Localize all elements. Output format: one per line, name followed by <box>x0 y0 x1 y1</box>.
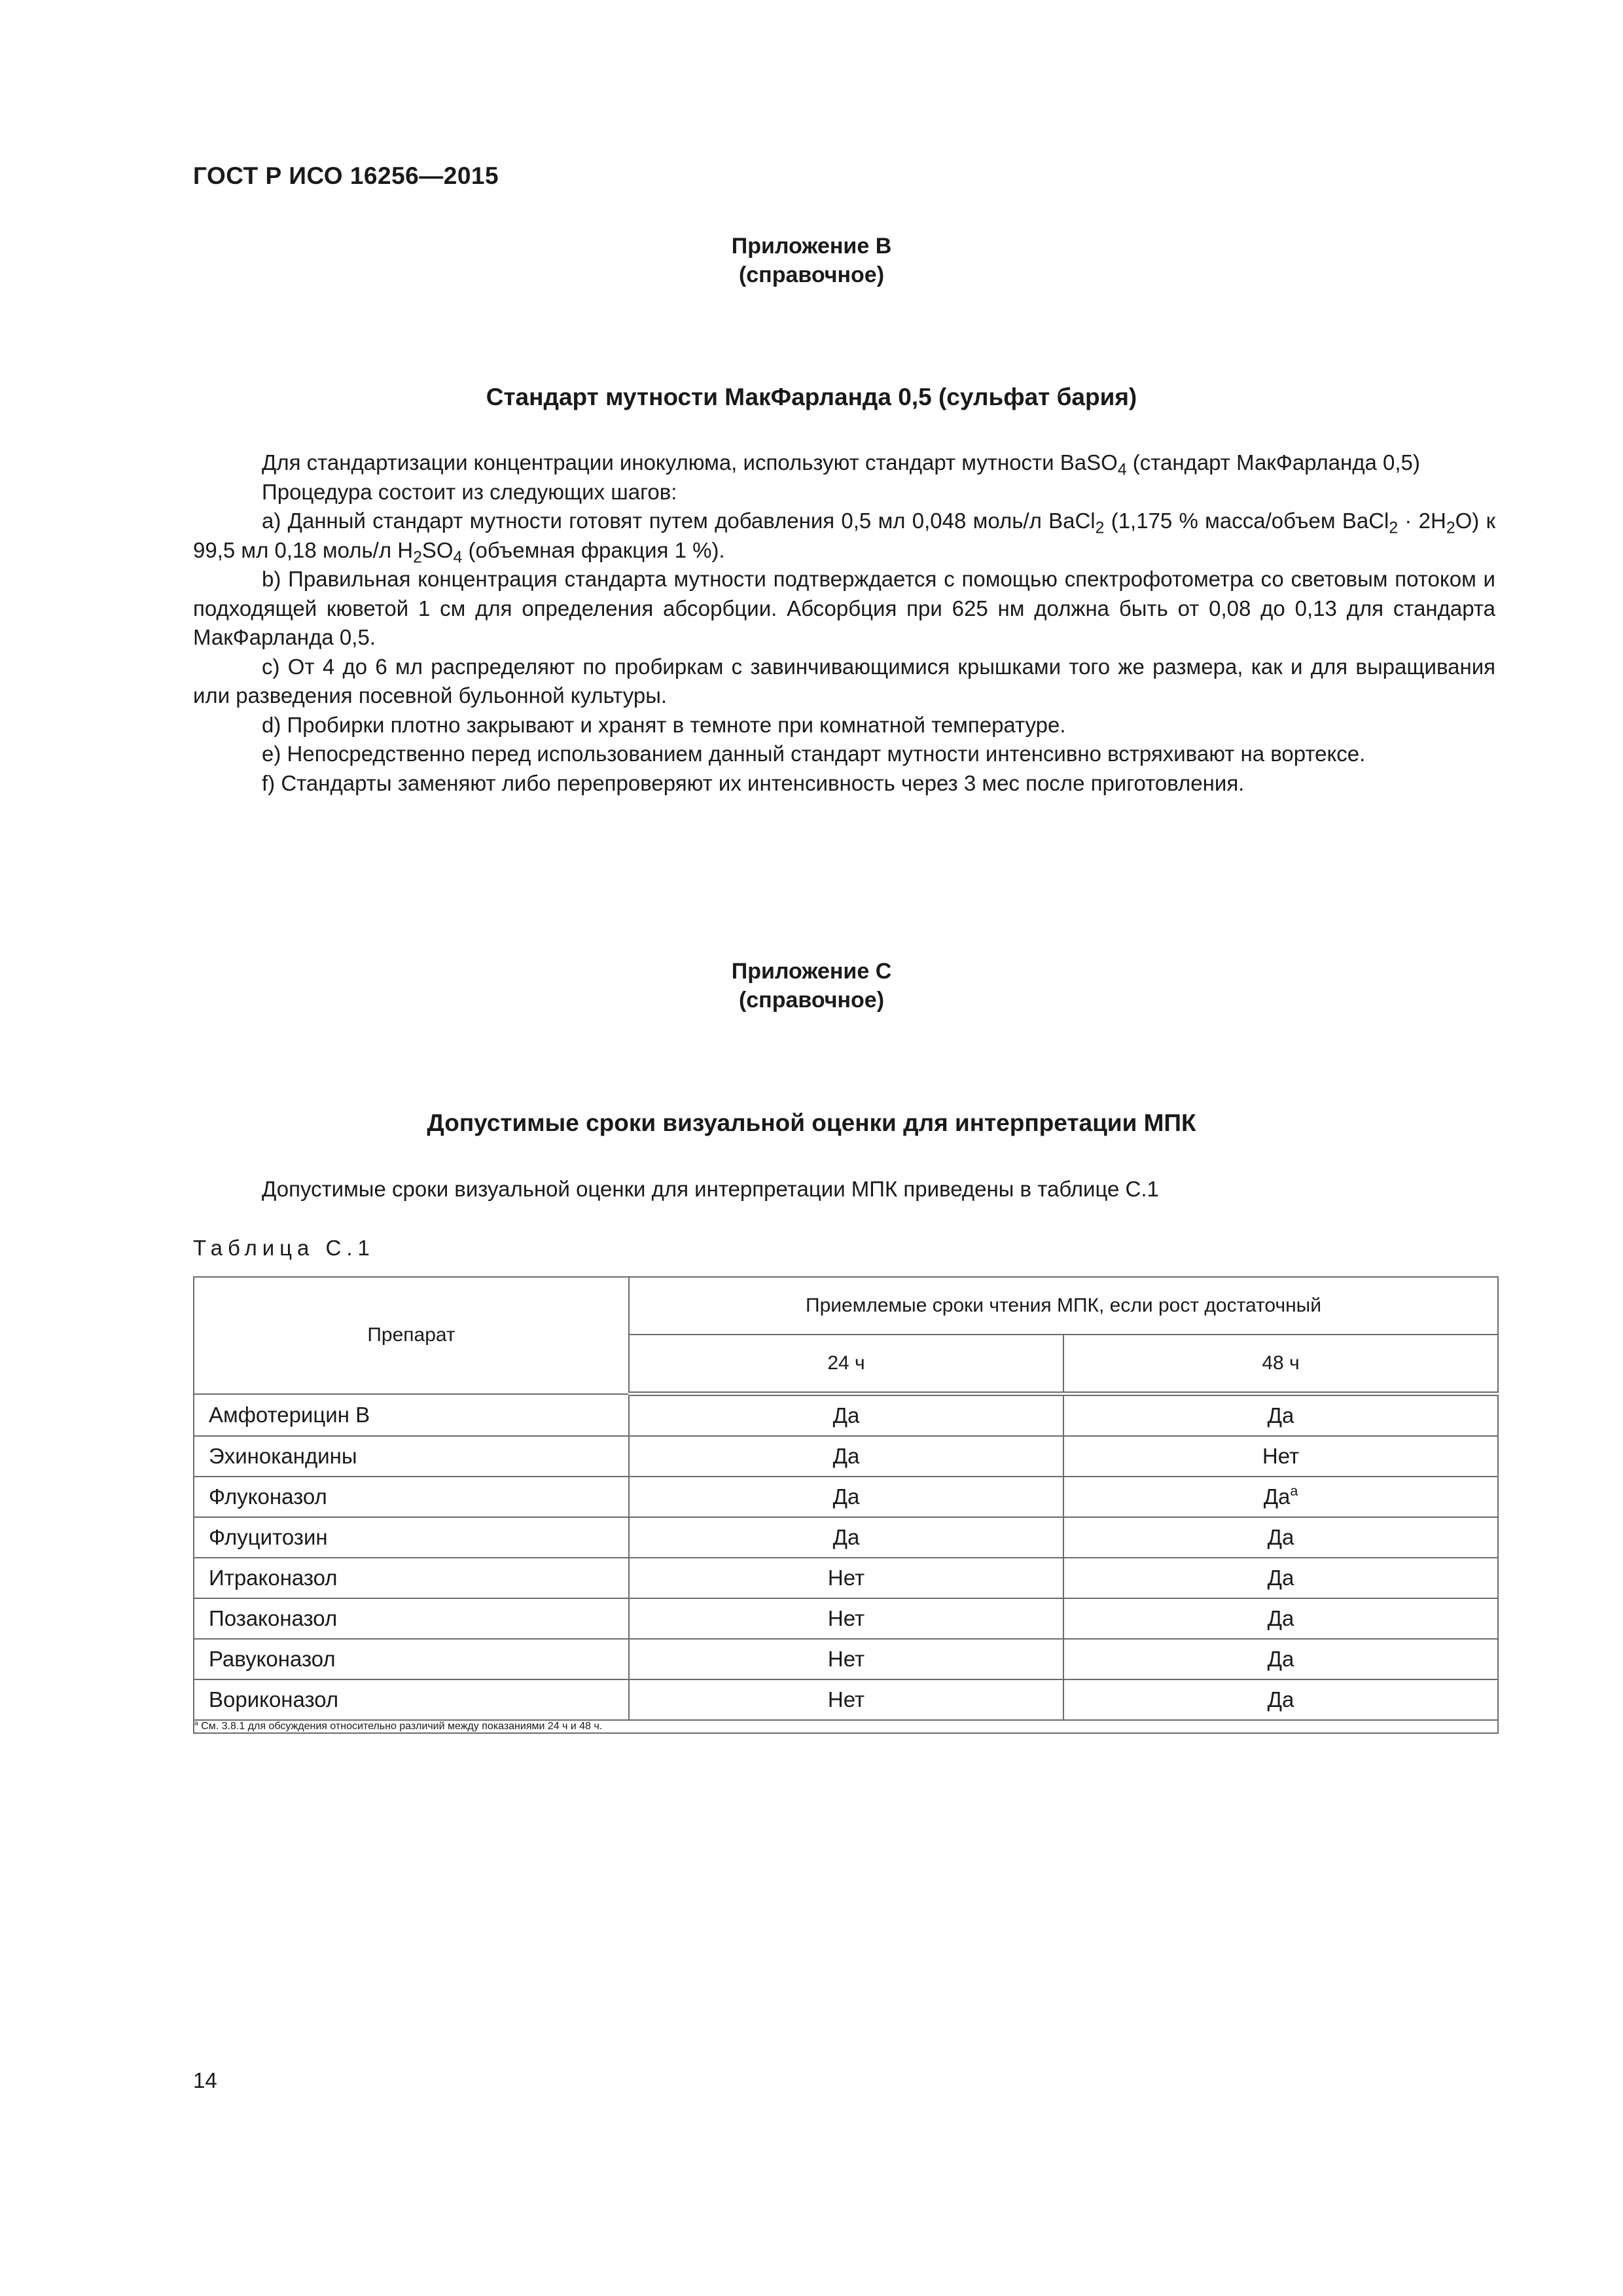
step-d: d) Пробирки плотно закрывают и хранят в темноте при комнатной температуре. <box>262 712 1066 737</box>
table-row <box>194 1517 1498 1558</box>
value-48h-cell: Да <box>1063 1598 1498 1639</box>
table-label: Таблица С.1 <box>193 1236 375 1260</box>
preparation-cell: Позаконазол <box>194 1598 629 1639</box>
annex-b-kind: (справочное) <box>738 262 885 287</box>
header-24h: 24 ч <box>629 1335 1063 1394</box>
annex-c-title: Допустимые сроки визуальной оценки для интерпретации МПК <box>427 1109 1196 1136</box>
paragraph: Допустимые сроки визуальной оценки для интерпретации МПК приведены в таблице С.1 <box>262 1177 1159 1201</box>
annex-b-label: Приложение В <box>731 234 892 259</box>
value-48h-cell: Да <box>1063 1394 1498 1437</box>
value-48h-cell: Да <box>1063 1517 1498 1558</box>
table-row <box>194 1639 1498 1679</box>
annex-c-heading <box>0 957 1623 1014</box>
value-24h-cell: Да <box>629 1517 1063 1558</box>
preparation-cell: Вориконазол <box>194 1679 629 1720</box>
table-row <box>194 1558 1498 1598</box>
value-48h-cell: Да <box>1063 1679 1498 1720</box>
preparation-cell: Флуцитозин <box>194 1517 629 1558</box>
header-reading-times: Приемлемые сроки чтения МПК, если рост достаточный <box>629 1277 1498 1335</box>
value-24h-cell: Да <box>629 1394 1063 1437</box>
step-a: a) Данный стандарт мутности готовят путем добавления 0,5 мл 0,048 моль/л BaCl$_2$ (1,175 % масса/объем BaCl$_2$ · $2H_2O$) к 99,5 мл 0,18 моль/л $H_2SO_4$ (объемная фракция 1 %). <box>193 509 1496 566</box>
annex-b-title: Стандарт мутности МакФарланда 0,5 (сульфат бария) <box>486 384 1137 410</box>
header-preparation: Препарат <box>194 1277 629 1394</box>
annex-b-heading <box>0 232 1623 289</box>
value-48h-cell: Да <box>1063 1558 1498 1598</box>
preparation-cell: Амфотерицин В <box>194 1394 629 1437</box>
annex-c-label: Приложение С <box>731 959 892 984</box>
value-24h-cell: Да <box>629 1436 1063 1477</box>
preparation-cell: Итраконазол <box>194 1558 629 1598</box>
document-code: ГОСТ Р ИСО 16256—2015 <box>193 162 499 189</box>
paragraph: Процедура состоит из следующих шагов: <box>262 479 677 504</box>
annex-b-body <box>193 448 1495 798</box>
page-number: 14 <box>193 2068 217 2092</box>
table-footnote: $^а$ См. 3.8.1 для обсуждения относительно различий между показаниями 24 ч и 48 ч. <box>194 1720 1498 1733</box>
value-24h-cell: Нет <box>629 1679 1063 1720</box>
table-c1 <box>193 1276 1497 1734</box>
value-24h-cell: Нет <box>629 1558 1063 1598</box>
footnote-mark: а <box>1290 1483 1298 1499</box>
annex-c-intro <box>193 1175 1495 1204</box>
preparation-cell: Равуконазол <box>194 1639 629 1679</box>
table-row <box>194 1394 1498 1437</box>
step-c: c) От 4 до 6 мл распределяют по пробиркам с завинчивающимися крышками того же размера, как и для выращивания или разведения посевной бульонной культуры. <box>193 654 1495 708</box>
value-48h-cell: $Да^а$ <box>1063 1477 1498 1517</box>
value-24h-cell: Нет <box>629 1598 1063 1639</box>
value-48h-cell: Да <box>1063 1639 1498 1679</box>
table-row <box>194 1598 1498 1639</box>
value-24h-cell: Нет <box>629 1639 1063 1679</box>
preparation-cell: Эхинокандины <box>194 1436 629 1477</box>
annex-c-kind: (справочное) <box>738 988 885 1013</box>
table-row <box>194 1679 1498 1720</box>
table-row <box>194 1477 1498 1517</box>
preparation-cell: Флуконазол <box>194 1477 629 1517</box>
header-48h: 48 ч <box>1063 1335 1498 1394</box>
paragraph: Для стандартизации концентрации инокулюма, используют стандарт мутности BaSO$_4$ (стандарт МакФарланда 0,5) <box>262 450 1420 479</box>
value-48h-cell: Нет <box>1063 1436 1498 1477</box>
step-b: b) Правильная концентрация стандарта мутности подтверждается с помощью спектрофотометра со световым потоком и подходящей кюветой 1 см для определения абсорбции. Абсорбция при 625 нм должна быть от 0,08 до 0,13 для стандарта МакФарланда 0,5. <box>193 567 1495 649</box>
value-24h-cell: Да <box>629 1477 1063 1517</box>
table-row <box>194 1436 1498 1477</box>
step-f: f) Стандарты заменяют либо перепроверяют их интенсивность через 3 мес после приготовления. <box>262 770 1245 795</box>
step-e: e) Непосредственно перед использованием данный стандарт мутности интенсивно встряхивают на вортексе. <box>262 742 1366 766</box>
